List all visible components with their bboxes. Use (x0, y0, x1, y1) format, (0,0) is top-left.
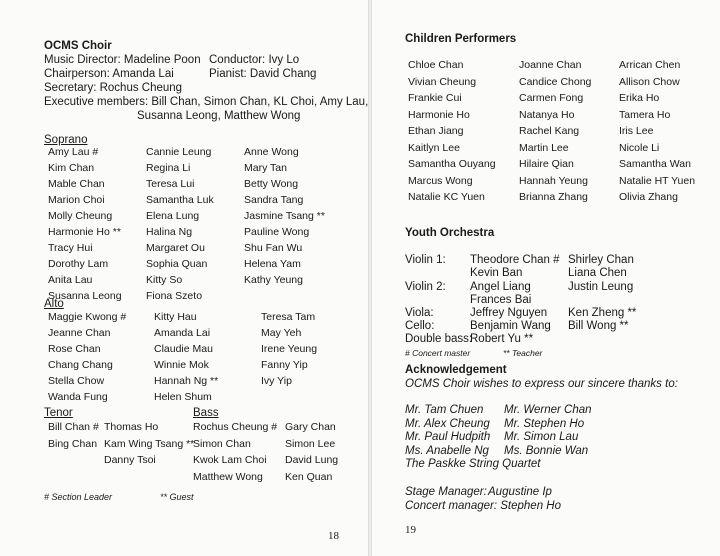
tenor-member: Danny Tsoi (104, 454, 156, 466)
viola-name: Jeffrey Nguyen (470, 307, 548, 319)
soprano-member: Elena Lung (146, 210, 200, 222)
soprano-member: Tracy Hui (48, 242, 93, 254)
tenor-member: Thomas Ho (104, 421, 159, 433)
viola-label: Viola: (405, 307, 434, 319)
bass-heading: Bass (193, 407, 219, 419)
child-performer: Tamera Ho (619, 108, 671, 121)
tenor-member: Bing Chan (48, 437, 98, 450)
child-performer: Arrican Chen (619, 59, 681, 71)
alto-member: Teresa Tam (261, 311, 316, 323)
alto-heading: Alto (44, 298, 64, 310)
alto-member: Wanda Fung (48, 391, 108, 403)
stage-manager-label: Stage Manager: (405, 486, 487, 498)
alto-member: Chang Chang (48, 359, 113, 371)
alto-member: Helen Shum (154, 391, 212, 403)
soprano-member: Fiona Szeto (146, 290, 203, 302)
alto-member: Ivy Yip (261, 375, 292, 387)
child-performer: Harmonie Ho (408, 108, 470, 121)
violin2-name: Angel Liang (470, 281, 531, 293)
soprano-member: Harmonie Ho ** (48, 226, 121, 238)
thanks-name: Mr. Paul Hudpith (405, 431, 491, 443)
page-number-left: 18 (328, 530, 339, 542)
violin1-label: Violin 1: (405, 254, 446, 266)
pianist: Pianist: David Chang (209, 68, 317, 80)
child-performer: Joanne Chan (519, 59, 582, 71)
stage-manager-name: Augustine Ip (488, 486, 552, 498)
soprano-member: Kathy Yeung (244, 274, 303, 286)
child-performer: Candice Chong (519, 75, 592, 88)
child-performer: Ethan Jiang (408, 125, 464, 137)
soprano-member: Mary Tan (244, 162, 287, 174)
violin2-name: Justin Leung (568, 281, 634, 293)
bass-member: Simon Chan (193, 437, 251, 450)
bass-member: Gary Chan (285, 421, 336, 433)
page-number-right: 19 (405, 524, 416, 536)
soprano-member: Samantha Luk (146, 194, 214, 206)
cello-label: Cello: (405, 320, 435, 332)
thanks-name: Mr. Werner Chan (504, 404, 592, 416)
acknowledgement-heading: Acknowledgement (405, 364, 507, 376)
acknowledgement-line: OCMS Choir wishes to express our sincere thanks to: (405, 378, 678, 390)
soprano-member: Regina Li (146, 162, 191, 174)
soprano-member: Anita Lau (48, 274, 93, 286)
concert-master-legend: # Concert master (405, 348, 471, 358)
child-performer: Martin Lee (519, 141, 569, 154)
soprano-member: Dorothy Lam (48, 258, 109, 270)
child-performer: Frankie Cui (408, 92, 462, 104)
cello-name: Benjamin Wang (470, 320, 551, 332)
alto-member: Jeanne Chan (48, 327, 111, 339)
soprano-member: Kim Chan (48, 162, 95, 174)
music-director: Music Director: Madeline Poon (44, 54, 201, 66)
soprano-member: Molly Cheung (48, 210, 113, 222)
child-performer: Kaitlyn Lee (408, 141, 460, 154)
soprano-member: Helena Yam (244, 258, 301, 270)
child-performer: Brianna Zhang (519, 191, 588, 203)
viola-name: Ken Zheng ** (568, 307, 637, 319)
child-performer: Vivian Cheung (408, 75, 477, 88)
child-performer: Olivia Zhang (619, 191, 678, 203)
child-performer: Hannah Yeung (519, 174, 588, 187)
alto-member: Amanda Lai (154, 327, 211, 339)
child-performer: Marcus Wong (408, 174, 473, 187)
bass-member: Matthew Wong (193, 470, 263, 483)
child-performer: Samantha Ouyang (408, 158, 496, 170)
children-heading: Children Performers (405, 33, 517, 45)
alto-member: Irene Yeung (261, 343, 318, 355)
alto-member: Claudie Mau (154, 343, 213, 355)
thanks-name: Mr. Alex Cheung (405, 417, 490, 430)
thanks-name: Mr. Tam Chuen (405, 404, 484, 416)
soprano-member: Susanna Leong (48, 290, 122, 302)
tenor-member: Kam Wing Tsang ** (104, 437, 195, 450)
alto-member: Fanny Yip (261, 359, 308, 371)
alto-member: Kitty Hau (154, 311, 197, 323)
secretary: Secretary: Rochus Cheung (44, 82, 183, 94)
violin1-name: Kevin Ban (470, 267, 523, 279)
child-performer: Allison Chow (619, 75, 680, 88)
alto-member: Stella Chow (48, 375, 105, 387)
bass-member: Kwok Lam Choi (193, 454, 267, 466)
thanks-name: Mr. Simon Lau (504, 431, 579, 443)
thanks-name: Ms. Anabelle Ng (405, 444, 489, 457)
soprano-member: Anne Wong (244, 146, 299, 158)
violin2-name: Frances Bai (470, 294, 532, 306)
child-performer: Natanya Ho (519, 108, 575, 121)
soprano-member: Amy Lau # (48, 146, 99, 158)
bass-member: Rochus Cheung # (193, 421, 278, 433)
child-performer: Iris Lee (619, 125, 654, 137)
alto-member: Rose Chan (48, 343, 101, 355)
soprano-heading: Soprano (44, 134, 88, 146)
child-performer: Natalie KC Yuen (408, 191, 485, 203)
double-bass-name: Robert Yu ** (470, 333, 534, 345)
child-performer: Samantha Wan (619, 158, 691, 170)
violin2-label: Violin 2: (405, 281, 446, 293)
soprano-member: Sandra Tang (244, 194, 304, 206)
alto-member: Winnie Mok (154, 359, 209, 371)
executive-members: Executive members: Bill Chan, Simon Chan, KL Choi, Amy Lau, (44, 96, 369, 108)
tenor-member: Bill Chan # (48, 421, 99, 433)
child-performer: Chloe Chan (408, 59, 464, 71)
concert-manager: Concert manager: Stephen Ho (405, 500, 561, 512)
cello-name: Bill Wong ** (568, 320, 629, 332)
executive-members-cont: Susanna Leong, Matthew Wong (137, 110, 301, 122)
soprano-member: Kitty So (146, 274, 183, 286)
soprano-member: Teresa Lui (146, 178, 195, 190)
thanks-name: Mr. Stephen Ho (504, 417, 585, 430)
soprano-member: Halina Ng (146, 226, 193, 238)
soprano-member: Sophia Quan (146, 258, 208, 270)
double-bass-label: Double bass: (405, 333, 473, 345)
right-page (372, 0, 720, 556)
quartet: The Paskke String Quartet (405, 458, 541, 470)
child-performer: Rachel Kang (519, 125, 580, 137)
guest-legend: ** Guest (160, 492, 194, 502)
soprano-member: Cannie Leung (146, 146, 212, 158)
soprano-member: Pauline Wong (244, 226, 310, 238)
section-leader-legend: # Section Leader (44, 492, 113, 502)
bass-member: Ken Quan (285, 470, 333, 483)
tenor-heading: Tenor (44, 407, 73, 419)
alto-member: May Yeh (261, 327, 302, 339)
choir-title: OCMS Choir (44, 40, 112, 52)
soprano-member: Marion Choi (48, 194, 105, 206)
alto-member: Hannah Ng ** (154, 375, 219, 387)
violin1-name: Liana Chen (568, 267, 627, 279)
soprano-member: Betty Wong (244, 178, 299, 190)
child-performer: Hilaire Qian (519, 158, 574, 170)
youth-orchestra-heading: Youth Orchestra (405, 227, 495, 239)
soprano-member: Shu Fan Wu (244, 242, 303, 254)
soprano-member: Margaret Ou (146, 242, 205, 254)
child-performer: Nicole Li (619, 141, 660, 154)
alto-member: Maggie Kwong # (48, 311, 127, 323)
violin1-name: Theodore Chan # (470, 254, 560, 266)
child-performer: Erika Ho (619, 92, 660, 104)
violin1-name: Shirley Chan (568, 254, 634, 266)
bass-member: David Lung (285, 454, 339, 466)
soprano-member: Jasmine Tsang ** (244, 210, 325, 222)
conductor: Conductor: Ivy Lo (209, 54, 300, 66)
thanks-name: Ms. Bonnie Wan (504, 444, 589, 457)
chairperson: Chairperson: Amanda Lai (44, 68, 174, 80)
bass-member: Simon Lee (285, 437, 336, 450)
soprano-member: Mable Chan (48, 178, 105, 190)
child-performer: Natalie HT Yuen (619, 174, 696, 187)
teacher-legend: ** Teacher (503, 348, 543, 358)
child-performer: Carmen Fong (519, 92, 584, 104)
